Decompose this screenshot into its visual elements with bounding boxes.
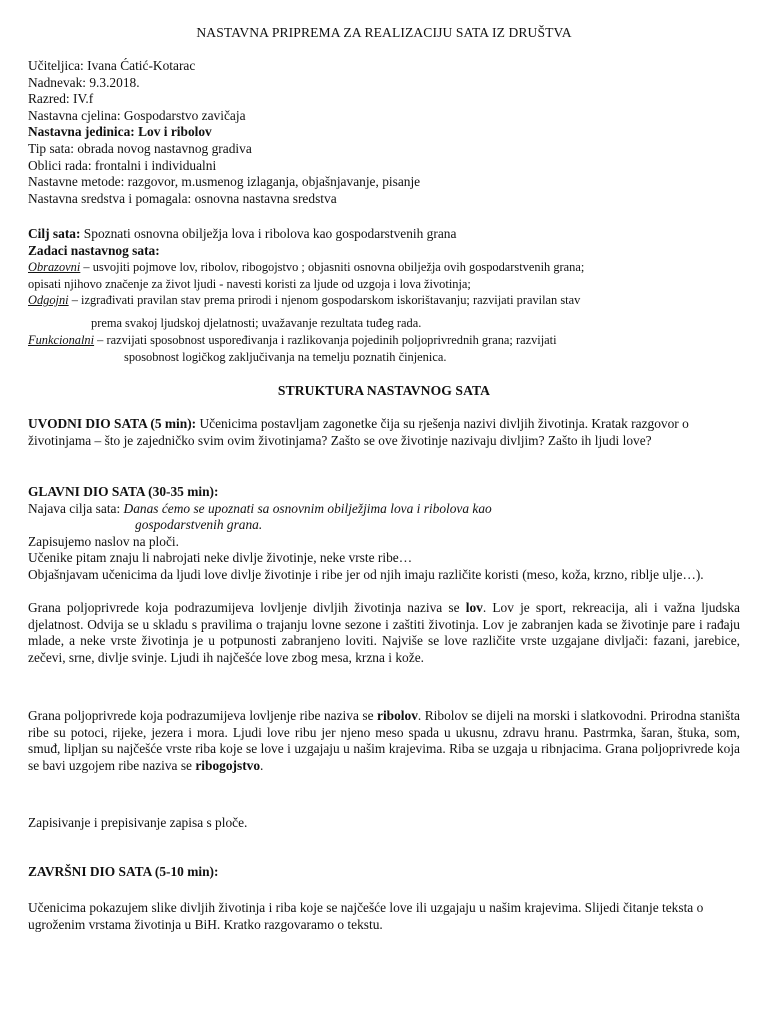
teacher-line: Učiteljica: Ivana Ćatić-Kotarac: [28, 58, 196, 73]
class-line: Razred: IV.f: [28, 91, 94, 107]
methods-line: Nastavne metode: razgovor, m.usmenog izlaganja, objašnjavanje, pisanje: [28, 174, 421, 190]
lesson-topic-line: Nastavna jedinica: Lov i ribolov: [28, 124, 212, 140]
goal-text: Spoznati osnovna obilježja lova i ribolova kao gospodarstvenih grana: [80, 226, 457, 241]
resources-line: Nastavna sredstva i pomagala: osnovna nastavna sredstva: [28, 190, 337, 206]
intro-text: Učenicima postavljam zagonetke čija su rješenja nazivi divljih životinja. Kratak razgovor o životinjama – što je zajedničko svim ovim životinjama? Zašto se ove životinje nazivaju divljim? Zašto ih ljudi love?: [28, 416, 689, 448]
copy-line: Zapisivanje i prepisivanje zapisa s ploče.: [28, 815, 248, 830]
odgojni-text: – izgrađivati pravilan stav prema prirodi i njenom gospodarskom iskorištavanju; razvijati pravilan stav: [68, 293, 581, 308]
obrazovni-text: – usvojiti pojmove lov, ribolov, ribogojstvo ; objasniti osnovna obilježja ovih gospodarstvenih grana;: [80, 260, 585, 275]
funkcionalni-text: – razvijati sposobnost uspoređivanja i razlikovanja pojedinih poljoprivrednih grana; razvijati: [94, 333, 557, 347]
funkcionalni-task: [28, 332, 740, 365]
hunting-paragraph: Grana poljoprivrede koja podrazumijeva lovljenje divljih životinja naziva se lov. Lov je sport, rekreacija, ali i važna ljudska djelatnost. Odvija se u skladu s pravilima o trajanju lovne sezone i zaštiti životinja. Lov je zabranjen kada se životinje pare i rađaju mlade, a neke vrste životinja je u potpunosti zabranjeno loviti. Najviše se love različite vrste uzgajane divljači: fazani, jarebice, zečevi, srne, divlje svinje. Ljudi ih najčešće love zbog mesa, krzna i kože.: [28, 600, 740, 665]
obrazovni-line2: opisati njihovo značenje za život ljudi - navesti koristi za ljude od uzgoja i lova životinja;: [28, 276, 471, 291]
announce-prefix: Najava cilja sata:: [28, 500, 124, 516]
term-ribogojstvo: ribogojstvo: [195, 757, 261, 773]
odgojni-label: Odgojni: [28, 293, 69, 308]
final-label: ZAVRŠNI DIO SATA (5-10 min):: [28, 864, 219, 879]
main-label: GLAVNI DIO SATA (30-35 min):: [28, 484, 219, 499]
lesson-type-line: Tip sata: obrada novog nastavnog gradiva: [28, 140, 252, 156]
structure-title: STRUKTURA NASTAVNOG SATA: [277, 383, 491, 398]
main-line-3: Objašnjavam učenicima da ljudi love divlje životinje i ribe jer od njih imaju različite koristi (meso, koža, krzno, riblje ulje…).: [28, 566, 704, 582]
header-info: [28, 58, 740, 207]
odgojni-line2: prema svakoj ljudskoj djelatnosti; uvažavanje rezultata tuđeg rada.: [91, 316, 422, 330]
main-line-1: Zapisujemo naslov na ploči.: [28, 533, 179, 549]
term-ribolov: ribolov: [377, 708, 418, 723]
work-forms-line: Oblici rada: frontalni i individualni: [28, 157, 217, 173]
main-line-2: Učenike pitam znaju li nabrojati neke divlje životinje, neke vrste ribe…: [28, 550, 413, 566]
funkcionalni-label: Funkcionalni: [28, 333, 95, 347]
tasks-label: Zadaci nastavnog sata:: [28, 242, 160, 258]
term-lov: lov: [465, 600, 483, 615]
announce-italic-2: gospodarstvenih grana.: [135, 517, 263, 533]
announce-italic: Danas ćemo se upoznati sa osnovnim obilježjima lova i ribolova kao: [123, 500, 492, 516]
final-text: Učenicima pokazujem slike divljih životinja i riba koje se najčešće love ili uzgajaju u našim krajevima. Slijedi čitanje teksta o ugroženim vrstama životinja u BiH. Kratko razgovaramo o tekstu.: [28, 900, 704, 932]
goal-label: Cilj sata:: [28, 226, 81, 241]
fishing-paragraph: Grana poljoprivrede koja podrazumijeva lovljenje ribe naziva se ribolov. Ribolov se dijeli na morski i slatkovodni. Prirodna staništa ribe su potoci, rijeke, jezera i mora. Ljudi love ribu jer njeno meso spada u ukusnu, zdravu hranu. Pastrmka, šaran, štuka, som, smuđ, lipljan su najčešće vrste riba koje se love i uzgajaju u našim krajevima. Riba se uzgaja u ribnjacima. Grana poljoprivrede koja se bavi uzgojem ribe naziva se ribogojstvo.: [28, 708, 740, 773]
document-title: NASTAVNA PRIPREMA ZA REALIZACIJU SATA IZ DRUŠTVA: [196, 25, 572, 40]
main-section: [28, 484, 740, 584]
goal-section: [28, 226, 740, 309]
intro-section: [28, 416, 740, 449]
date-line: Nadnevak: 9.3.2018.: [28, 74, 140, 90]
obrazovni-label: Obrazovni: [28, 260, 81, 275]
funkcionalni-line2: sposobnost logičkog zaključivanja na temelju poznatih činjenica.: [124, 349, 447, 364]
intro-label: UVODNI DIO SATA (5 min):: [28, 416, 197, 431]
unit-line: Nastavna cjelina: Gospodarstvo zavičaja: [28, 107, 246, 123]
